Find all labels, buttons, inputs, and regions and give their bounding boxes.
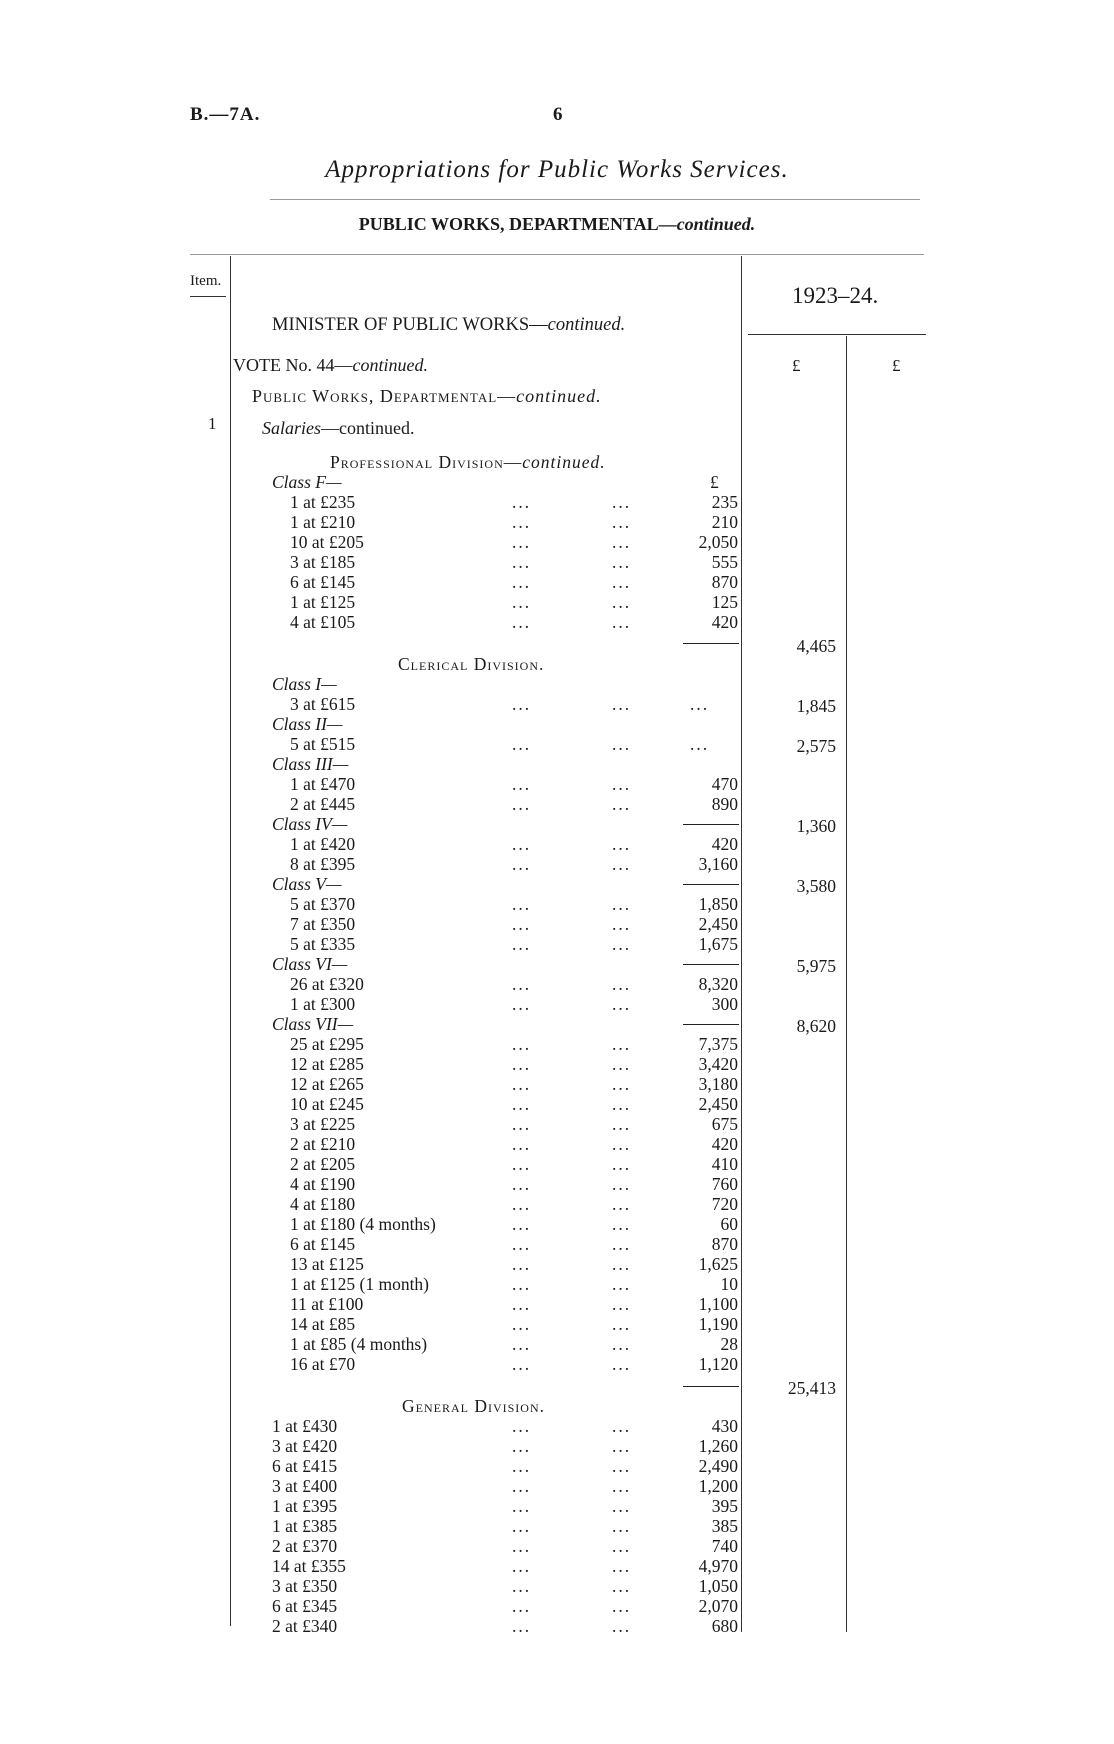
leader-dots: ... <box>512 1416 532 1436</box>
item-header-rule <box>190 296 226 297</box>
table-row <box>272 1496 738 1516</box>
class-vii-total: 25,413 <box>787 1378 836 1398</box>
table-row <box>272 1596 738 1616</box>
leader-dots: ... <box>612 974 632 994</box>
leader-dots: ... <box>612 1074 632 1094</box>
row-label: 16 at £70 <box>290 1354 356 1374</box>
table-row <box>290 834 738 854</box>
row-amount: 420 <box>711 834 738 854</box>
row-label: 14 at £355 <box>272 1556 346 1576</box>
subtotal-rule <box>683 964 739 965</box>
leader-dots: ... <box>612 612 632 632</box>
leader-dots: ... <box>612 694 632 714</box>
row-amount: 420 <box>711 1134 738 1154</box>
row-label: 26 at £320 <box>290 974 364 994</box>
leader-dots: ... <box>512 552 532 572</box>
table-row <box>290 1114 738 1134</box>
leader-dots: ... <box>612 1616 632 1636</box>
table-row <box>272 1516 738 1536</box>
table-row <box>272 1556 738 1576</box>
row-label: 1 at £470 <box>290 774 356 794</box>
row-label: 13 at £125 <box>290 1254 364 1274</box>
table-row <box>290 1274 738 1294</box>
item-column-header: Item. <box>190 273 222 289</box>
leader-dots: ... <box>612 1334 632 1354</box>
row-label: 4 at £105 <box>290 612 356 632</box>
table-row <box>272 1536 738 1556</box>
leader-dots: ... <box>512 1094 532 1114</box>
row-label: 3 at £400 <box>272 1476 338 1496</box>
row-amount: 760 <box>711 1174 738 1194</box>
row-label: 4 at £190 <box>290 1174 356 1194</box>
row-amount: 720 <box>711 1194 738 1214</box>
leader-dots: ... <box>512 592 532 612</box>
leader-dots: ... <box>612 1294 632 1314</box>
leader-dots: ... <box>612 1556 632 1576</box>
row-amount: 4,970 <box>698 1556 738 1576</box>
amount-column-divider <box>741 256 742 1632</box>
row-label: 25 at £295 <box>290 1034 364 1054</box>
year-header-rule <box>748 334 926 335</box>
leader-dots: ... <box>512 894 532 914</box>
leader-dots: ... <box>612 1576 632 1596</box>
leader-dots: ... <box>512 572 532 592</box>
row-label: 1 at £430 <box>272 1416 338 1436</box>
leader-dots: ... <box>612 512 632 532</box>
row-amount: 1,260 <box>698 1436 738 1456</box>
leader-dots: ... <box>612 1314 632 1334</box>
leader-dots: ... <box>512 1294 532 1314</box>
leader-dots: ... <box>612 1234 632 1254</box>
row-label: 10 at £205 <box>290 532 364 552</box>
leader-dots: ... <box>612 1456 632 1476</box>
row-amount: 3,180 <box>698 1074 738 1094</box>
table-row <box>290 532 738 552</box>
leader-dots: ... <box>612 532 632 552</box>
row-label: 3 at £225 <box>290 1114 356 1134</box>
class-vi-label: Class VI— <box>272 954 348 974</box>
leader-dots: ... <box>512 1154 532 1174</box>
leader-dots: ... <box>612 1274 632 1294</box>
table-row <box>272 1476 738 1496</box>
table-row <box>290 572 738 592</box>
class-ii-total: 2,575 <box>796 736 836 756</box>
row-label: 1 at £395 <box>272 1496 338 1516</box>
row-label: 1 at £125 (1 month) <box>290 1274 430 1294</box>
row-label: 1 at £385 <box>272 1516 338 1536</box>
table-row <box>290 1074 738 1094</box>
year-column-header: 1923–24. <box>792 283 879 308</box>
row-amount: 235 <box>711 492 738 512</box>
leader-dots: ... <box>612 1536 632 1556</box>
table-row <box>290 1354 738 1374</box>
leader-dots: ... <box>512 914 532 934</box>
subtotal-rule <box>683 824 739 825</box>
leader-dots: ... <box>612 1496 632 1516</box>
leader-dots: ... <box>612 934 632 954</box>
leader-dots: ... <box>512 612 532 632</box>
leader-dots: ... <box>512 1254 532 1274</box>
subtotal-rule <box>683 1386 739 1387</box>
row-label: 5 at £370 <box>290 894 356 914</box>
row-amount: 1,850 <box>698 894 738 914</box>
row-amount: 10 <box>720 1274 738 1294</box>
leader-dots: ... <box>612 1154 632 1174</box>
row-amount: 680 <box>711 1616 738 1636</box>
leader-dots: ... <box>512 1496 532 1516</box>
row-label: 1 at £420 <box>290 834 356 854</box>
leader-dots: ... <box>512 794 532 814</box>
table-row <box>290 612 738 632</box>
row-amount: 2,450 <box>698 914 738 934</box>
leader-dots: ... <box>512 774 532 794</box>
row-amount: 890 <box>711 794 738 814</box>
table-row <box>290 592 738 612</box>
leader-dots: ... <box>512 994 532 1014</box>
table-row <box>290 914 738 934</box>
row-label: 6 at £145 <box>290 572 356 592</box>
class-i-total: 1,845 <box>796 696 836 716</box>
row-label: 14 at £85 <box>290 1314 356 1334</box>
leader-dots: ... <box>612 1194 632 1214</box>
table-row <box>290 552 738 572</box>
class-vii-label: Class VII— <box>272 1014 354 1034</box>
table-row <box>290 1314 738 1334</box>
leader-dots: ... <box>690 694 710 714</box>
row-amount: 2,450 <box>698 1094 738 1114</box>
table-row <box>290 994 738 1014</box>
minister-heading: MINISTER OF PUBLIC WORKS—continued. <box>272 315 626 335</box>
leader-dots: ... <box>612 1596 632 1616</box>
leader-dots: ... <box>512 1536 532 1556</box>
row-label: 3 at £615 <box>290 694 356 714</box>
leader-dots: ... <box>512 1616 532 1636</box>
leader-dots: ... <box>612 834 632 854</box>
row-amount: 7,375 <box>698 1034 738 1054</box>
leader-dots: ... <box>612 1174 632 1194</box>
leader-dots: ... <box>512 492 532 512</box>
class-i-row <box>290 694 738 714</box>
leader-dots: ... <box>512 1354 532 1374</box>
row-amount: 740 <box>711 1536 738 1556</box>
general-division-title: General Division. <box>402 1396 546 1416</box>
leader-dots: ... <box>512 934 532 954</box>
subtotal-rule <box>683 1024 739 1025</box>
table-row <box>290 974 738 994</box>
table-row <box>272 1436 738 1456</box>
pound-header-1: £ <box>792 356 801 375</box>
row-amount: 300 <box>711 994 738 1014</box>
row-label: 3 at £420 <box>272 1436 338 1456</box>
row-amount: 1,200 <box>698 1476 738 1496</box>
leader-dots: ... <box>512 834 532 854</box>
subtotal-rule <box>683 643 739 644</box>
row-amount: 28 <box>720 1334 738 1354</box>
professional-total: 4,465 <box>796 636 836 656</box>
leader-dots: ... <box>612 1114 632 1134</box>
row-amount: 675 <box>711 1114 738 1134</box>
leader-dots: ... <box>512 974 532 994</box>
row-label: 1 at £235 <box>290 492 356 512</box>
row-label: 1 at £85 (4 months) <box>290 1334 428 1354</box>
row-label: 5 at £515 <box>290 734 356 754</box>
row-label: 6 at £415 <box>272 1456 338 1476</box>
leader-dots: ... <box>612 914 632 934</box>
leader-dots: ... <box>612 552 632 572</box>
leader-dots: ... <box>512 1314 532 1334</box>
page-title: Appropriations for Public Works Services. <box>325 156 789 183</box>
leader-dots: ... <box>612 492 632 512</box>
leader-dots: ... <box>612 1254 632 1274</box>
row-label: 1 at £300 <box>290 994 356 1014</box>
row-amount: 1,675 <box>698 934 738 954</box>
leader-dots: ... <box>512 1476 532 1496</box>
leader-dots: ... <box>612 894 632 914</box>
table-row <box>290 1054 738 1074</box>
table-row <box>290 1134 738 1154</box>
table-row <box>290 1034 738 1054</box>
row-amount: 8,320 <box>698 974 738 994</box>
table-row <box>272 1416 738 1436</box>
leader-dots: ... <box>512 1556 532 1576</box>
total-column-divider <box>846 336 847 1632</box>
section-subtitle: PUBLIC WORKS, DEPARTMENTAL—continued. <box>358 214 756 234</box>
class-vi-total: 8,620 <box>796 1016 836 1036</box>
table-row <box>272 1456 738 1476</box>
leader-dots: ... <box>612 572 632 592</box>
table-row <box>290 1154 738 1174</box>
row-label: 1 at £210 <box>290 512 356 532</box>
leader-dots: ... <box>512 694 532 714</box>
table-row <box>290 1254 738 1274</box>
row-label: 5 at £335 <box>290 934 356 954</box>
subtotal-rule <box>683 884 739 885</box>
row-label: 7 at £350 <box>290 914 356 934</box>
row-amount: 2,050 <box>698 532 738 552</box>
leader-dots: ... <box>512 532 532 552</box>
leader-dots: ... <box>612 774 632 794</box>
leader-dots: ... <box>612 1516 632 1536</box>
leader-dots: ... <box>512 1054 532 1074</box>
table-row <box>290 1334 738 1354</box>
leader-dots: ... <box>612 1134 632 1154</box>
table-row <box>290 1214 738 1234</box>
row-label: 12 at £265 <box>290 1074 364 1094</box>
leader-dots: ... <box>612 1034 632 1054</box>
leader-dots: ... <box>612 1354 632 1374</box>
row-label: 3 at £185 <box>290 552 356 572</box>
table-row <box>290 854 738 874</box>
row-amount: 870 <box>711 1234 738 1254</box>
row-amount: 1,050 <box>698 1576 738 1596</box>
row-amount: 470 <box>711 774 738 794</box>
document-reference: B.—7A. <box>190 104 261 125</box>
row-amount: 3,160 <box>698 854 738 874</box>
leader-dots: ... <box>612 1054 632 1074</box>
row-label: 8 at £395 <box>290 854 356 874</box>
class-v-total: 5,975 <box>796 956 836 976</box>
leader-dots: ... <box>612 734 632 754</box>
row-amount: 410 <box>711 1154 738 1174</box>
row-amount: 395 <box>711 1496 738 1516</box>
leader-dots: ... <box>512 1214 532 1234</box>
pound-header-2: £ <box>892 356 901 375</box>
row-label: 4 at £180 <box>290 1194 356 1214</box>
leader-dots: ... <box>512 1174 532 1194</box>
row-amount: 1,625 <box>698 1254 738 1274</box>
leader-dots: ... <box>512 1234 532 1254</box>
leader-dots: ... <box>690 734 710 754</box>
vote-heading: VOTE No. 44—continued. <box>233 355 428 375</box>
row-label: 6 at £345 <box>272 1596 338 1616</box>
table-row <box>272 1616 738 1636</box>
page-number: 6 <box>553 104 563 125</box>
leader-dots: ... <box>512 1194 532 1214</box>
class-i-label: Class I— <box>272 674 337 694</box>
row-label: 2 at £370 <box>272 1536 338 1556</box>
leader-dots: ... <box>512 1436 532 1456</box>
leader-dots: ... <box>512 1114 532 1134</box>
class-ii-row <box>290 734 738 754</box>
leader-dots: ... <box>612 994 632 1014</box>
professional-division-title: Professional Division—continued. <box>330 452 606 472</box>
class-iv-total: 3,580 <box>796 876 836 896</box>
row-amount: 210 <box>711 512 738 532</box>
class-f-label: Class F— <box>272 472 342 492</box>
leader-dots: ... <box>512 1134 532 1154</box>
leader-dots: ... <box>612 1476 632 1496</box>
row-amount: 420 <box>711 612 738 632</box>
leader-dots: ... <box>612 794 632 814</box>
leader-dots: ... <box>612 592 632 612</box>
row-label: 1 at £180 (4 months) <box>290 1214 436 1234</box>
salaries-heading: Salaries—continued. <box>262 418 415 438</box>
class-iii-total: 1,360 <box>796 816 836 836</box>
table-row <box>290 1234 738 1254</box>
table-row <box>290 794 738 814</box>
table-row <box>290 492 738 512</box>
item-number: 1 <box>208 414 217 433</box>
row-label: 12 at £285 <box>290 1054 364 1074</box>
class-v-label: Class V— <box>272 874 342 894</box>
row-label: 1 at £125 <box>290 592 356 612</box>
leader-dots: ... <box>512 1074 532 1094</box>
leader-dots: ... <box>512 1274 532 1294</box>
leader-dots: ... <box>512 1456 532 1476</box>
row-label: 11 at £100 <box>290 1294 364 1314</box>
row-amount: 2,070 <box>698 1596 738 1616</box>
table-row <box>290 1094 738 1114</box>
leader-dots: ... <box>612 1436 632 1456</box>
row-amount: 1,120 <box>698 1354 738 1374</box>
leader-dots: ... <box>612 854 632 874</box>
leader-dots: ... <box>512 1576 532 1596</box>
row-label: 2 at £205 <box>290 1154 356 1174</box>
row-amount: 385 <box>711 1516 738 1536</box>
item-column-divider <box>230 256 231 1626</box>
row-label: 3 at £350 <box>272 1576 338 1596</box>
row-label: 2 at £340 <box>272 1616 338 1636</box>
class-ii-label: Class II— <box>272 714 343 734</box>
leader-dots: ... <box>512 1034 532 1054</box>
leader-dots: ... <box>612 1416 632 1436</box>
row-label: 6 at £145 <box>290 1234 356 1254</box>
leader-dots: ... <box>512 734 532 754</box>
leader-dots: ... <box>612 1214 632 1234</box>
class-iv-label: Class IV— <box>272 814 348 834</box>
title-divider <box>270 199 920 200</box>
clerical-division-title: Clerical Division. <box>398 654 545 674</box>
class-iii-label: Class III— <box>272 754 349 774</box>
row-amount: 3,420 <box>698 1054 738 1074</box>
table-row <box>272 1576 738 1596</box>
row-label: 10 at £245 <box>290 1094 364 1114</box>
table-row <box>290 512 738 532</box>
leader-dots: ... <box>512 854 532 874</box>
table-row <box>290 1174 738 1194</box>
leader-dots: ... <box>512 1516 532 1536</box>
row-amount: 2,490 <box>698 1456 738 1476</box>
table-row <box>290 1194 738 1214</box>
row-amount: 60 <box>720 1214 738 1234</box>
row-label: 2 at £210 <box>290 1134 356 1154</box>
row-label: 2 at £445 <box>290 794 356 814</box>
leader-dots: ... <box>512 1334 532 1354</box>
row-amount: 125 <box>711 592 738 612</box>
pound-unit: £ <box>710 472 719 492</box>
table-row <box>290 894 738 914</box>
row-amount: 430 <box>711 1416 738 1436</box>
leader-dots: ... <box>512 1596 532 1616</box>
row-amount: 1,190 <box>698 1314 738 1334</box>
table-row <box>290 934 738 954</box>
row-amount: 1,100 <box>698 1294 738 1314</box>
pwd-heading: Public Works, Departmental—continued. <box>252 386 602 406</box>
row-amount: 555 <box>711 552 738 572</box>
table-top-rule <box>190 254 924 255</box>
leader-dots: ... <box>612 1094 632 1114</box>
row-amount: 870 <box>711 572 738 592</box>
leader-dots: ... <box>512 512 532 532</box>
table-row <box>290 774 738 794</box>
table-row <box>290 1294 738 1314</box>
